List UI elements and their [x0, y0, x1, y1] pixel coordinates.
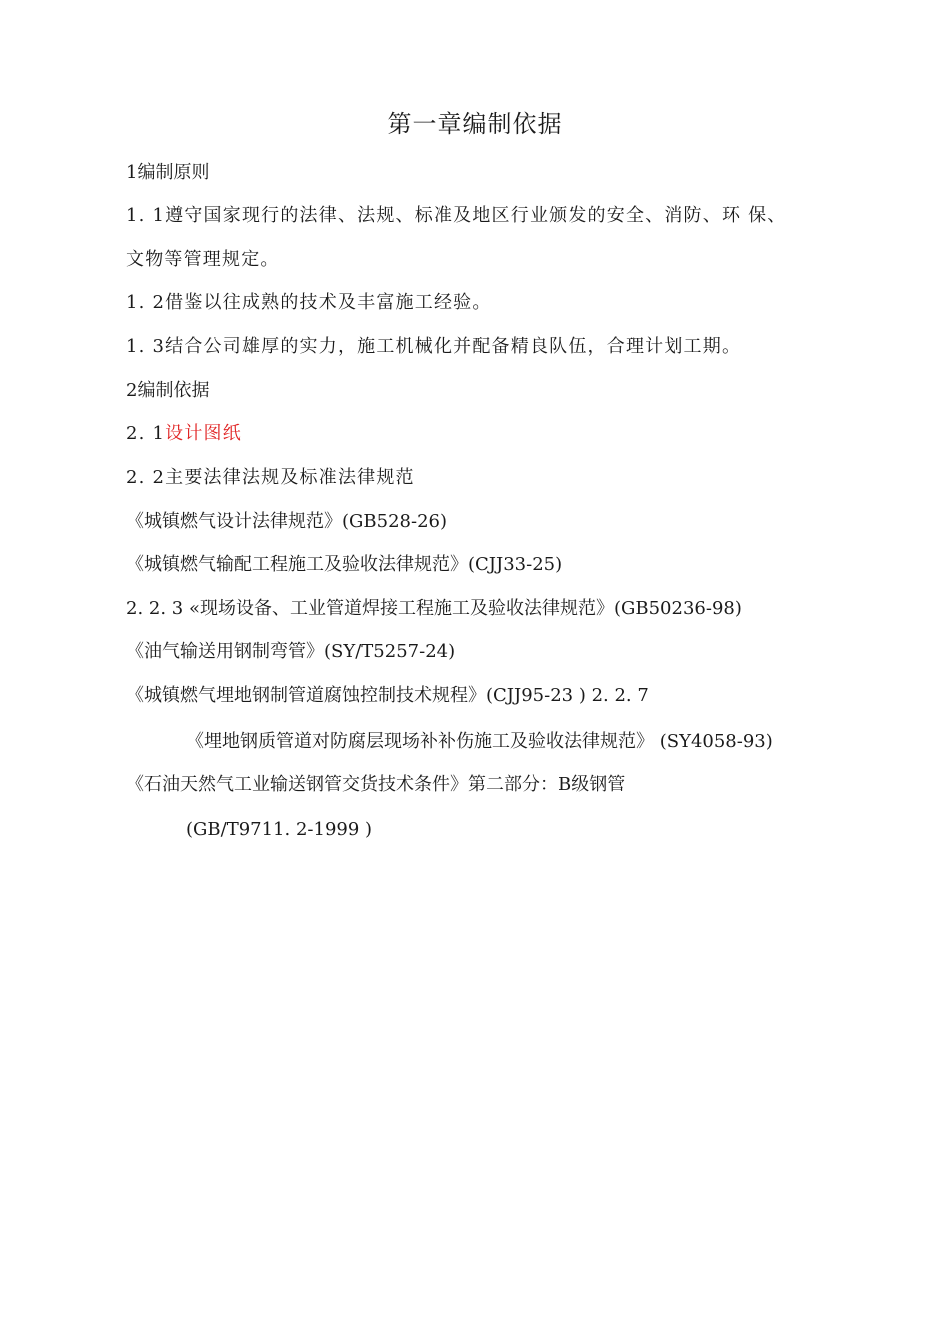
paragraph-1-1	[126, 203, 786, 229]
section-heading-principles: 1编制原则	[126, 162, 210, 183]
paragraph-2-2	[126, 465, 415, 491]
reference-1: 《城镇燃气设计法律规范》(GB528-26)	[126, 511, 447, 532]
item-number: 1. 3	[126, 336, 166, 357]
item-text: 结合公司雄厚的实力，施工机械化并配备精良队伍，合理计划工期。	[165, 336, 742, 357]
item-number: 2. 2	[126, 467, 166, 488]
reference-7: 《石油天然气工业输送钢管交货技术条件》第二部分：B级钢管	[126, 774, 626, 795]
reference-4: 《油气输送用钢制弯管》(SY/T5257-24)	[126, 641, 456, 662]
section-heading-basis: 2编制依据	[126, 380, 210, 401]
reference-2: 《城镇燃气输配工程施工及验收法律规范》(CJJ33-25)	[126, 554, 563, 575]
item-text: 借鉴以往成熟的技术及丰富施工经验。	[165, 292, 492, 313]
paragraph-1-1-continued: 文物等管理规定。	[126, 249, 280, 270]
paragraph-2-1	[126, 421, 242, 447]
item-number: 2. 1	[126, 423, 166, 444]
chapter-title: 第一章编制依据	[387, 110, 563, 138]
reference-3: 2. 2. 3 «现场设备、工业管道焊接工程施工及验收法律规范》(GB50236-98)	[126, 598, 742, 619]
reference-6: 《埋地钢质管道对防腐层现场补补伤施工及验收法律规范》 (SY4058-93)	[186, 731, 773, 752]
item-text: 主要法律法规及标准法律规范	[165, 467, 415, 488]
item-text: 遵守国家现行的法律、法规、标准及地区行业颁发的安全、消防、环 保、	[165, 205, 787, 226]
design-drawings-text: 设计图纸	[165, 423, 242, 444]
paragraph-1-2	[126, 290, 492, 316]
item-number: 1. 2	[126, 292, 166, 313]
reference-7-code: (GB/T9711. 2-1999 )	[186, 819, 373, 840]
reference-5: 《城镇燃气埋地钢制管道腐蚀控制技术规程》(CJJ95-23 ) 2. 2. 7	[126, 685, 649, 706]
paragraph-1-3	[126, 334, 741, 360]
item-number: 1. 1	[126, 205, 166, 226]
